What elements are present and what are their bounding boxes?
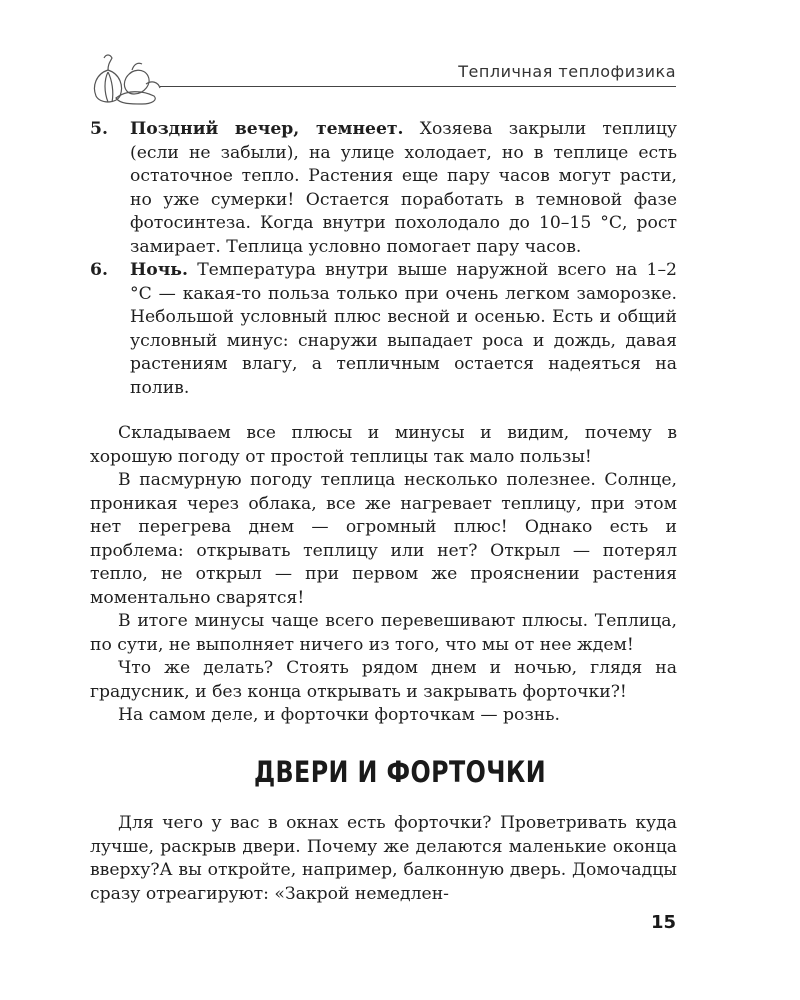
running-title: Тепличная теплофизика <box>458 62 676 81</box>
paragraph: Что же делать? Стоять рядом днем и ночью, глядя на градусник, и без конца открывать и закрывать форточки?! <box>90 658 677 702</box>
list-item-text: Хозяева закрыли теплицу (если не забыли), на улице холодает, но в теплице есть остаточное тепло. Растения еще пару часов могут расти, но уже сумерки! Остается поработать в темновой фазе фотосинтеза. Когда внутри похолодало до 10–15 °С, рост замирает. Теплица условно помогает пару часов. <box>130 119 678 257</box>
paragraph: Складываем все плюсы и минусы и видим, почему в хорошую погоду от простой теплицы так мало пользы! <box>90 423 677 467</box>
paragraph: Для чего у вас в окнах есть форточки? Проветривать куда лучше, раскрыв двери. Почему же делаются маленькие оконца вверху?А вы откройте, например, балконную дверь. Домочадцы сразу отреагируют: «Закрой немедлен- <box>90 813 677 904</box>
main-text <box>90 118 677 728</box>
section-heading: ДВЕРИ И ФОРТОЧКИ <box>253 755 547 789</box>
paragraph: В пасмурную погоду теплица несколько полезнее. Солнце, проникая через облака, все же нагревает теплицу, при этом нет перегрева днем — огромный плюс! Однако есть и проблема: открывать теплицу или нет? Открыл — потерял тепло, не открыл — при первом же прояснении растения моментально сварятся! <box>90 470 677 608</box>
header-rule <box>160 86 676 87</box>
paragraph: На самом деле, и форточки форточкам — рознь. <box>118 705 560 725</box>
list-item-text: Температура внутри выше наружной всего на 1–2 °С — какая-то польза только при очень легком заморозке. Небольшой условный плюс весной и осенью. Есть и общий условный минус: снаружи выпадает роса и дождь, давая растениям влагу, а тепличным остается надеяться на полив. <box>130 260 677 398</box>
paragraph: В итоге минусы чаще всего перевешивают плюсы. Теплица, по сути, не выполняет ничего из того, что мы от нее ждем! <box>90 611 677 655</box>
list-item-number: 5. <box>90 119 108 139</box>
list-item <box>90 118 677 259</box>
list-item-number: 6. <box>90 260 108 280</box>
list-item-lead: Поздний вечер, темнеет. <box>130 119 404 139</box>
list-item <box>90 259 677 400</box>
page-number: 15 <box>650 912 676 933</box>
section-text <box>90 812 677 906</box>
vegetables-garlic-icon <box>86 50 168 106</box>
list-item-lead: Ночь. <box>130 260 188 280</box>
